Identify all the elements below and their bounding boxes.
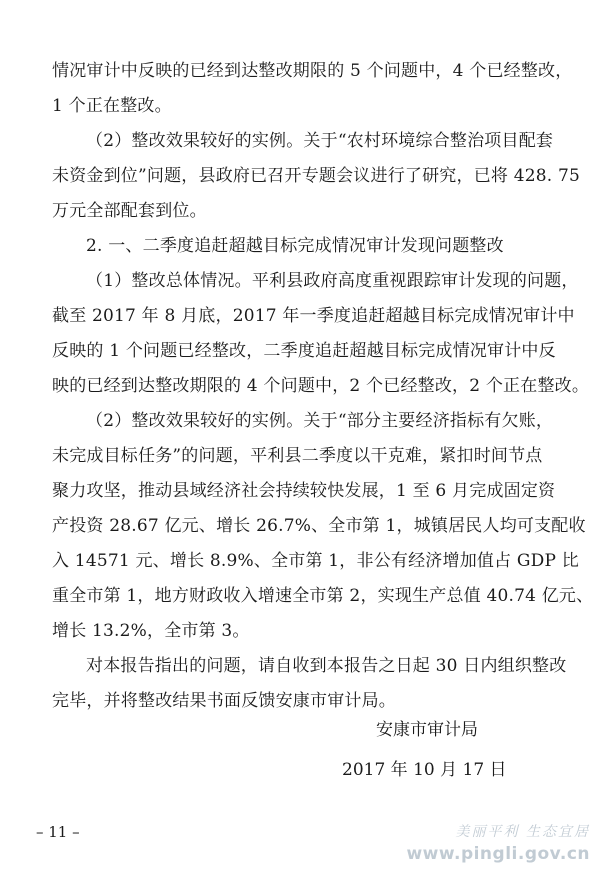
- paragraph-closing-instruction: [52, 649, 572, 719]
- text-line: 完毕，并将整改结果书面反馈安康市审计局。: [52, 691, 396, 711]
- text-line: 入 14571 元、增长 8.9%、全市第 1，非公有经济增加值占 GDP 比: [52, 551, 579, 571]
- watermark-slogan: 美丽平利 生态宜居: [455, 824, 590, 840]
- text-line: 产投资 28.67 亿元、增长 26.7%、全市第 1，城镇居民人均可支配收: [52, 516, 586, 536]
- text-line: 未资金到位”问题，县政府已召开专题会议进行了研究，已将 428. 75: [52, 166, 580, 186]
- text-line: 2. 一、二季度追赶超越目标完成情况审计发现问题整改: [86, 236, 504, 256]
- section-heading-quarterly-targets: [52, 229, 572, 264]
- text-line: 截至 2017 年 8 月底，2017 年一季度追赶超越目标完成情况审计中: [52, 306, 575, 326]
- text-line: 1 个正在整改。: [52, 96, 172, 116]
- text-line: 映的已经到达整改期限的 4 个问题中，2 个已经整改，2 个正在整改。: [52, 376, 590, 396]
- text-line: （2）整改效果较好的实例。关于“农村环境综合整治项目配套: [86, 131, 554, 151]
- text-line: 增长 13.2%，全市第 3。: [52, 621, 250, 641]
- paragraph-rectification-example-1: [52, 124, 580, 229]
- text-line: 情况审计中反映的已经到达整改期限的 5 个问题中，4 个已经整改，: [52, 61, 573, 81]
- text-line: 对本报告指出的问题，请自收到本报告之日起 30 日内组织整改: [86, 656, 567, 676]
- watermark-url: www.pingli.gov.cn: [406, 844, 590, 864]
- site-watermark: [358, 822, 590, 872]
- text-line: 重全市第 1，地方财政收入增速全市第 2，实现生产总值 40.74 亿元、: [52, 586, 594, 606]
- text-line: 万元全部配套到位。: [52, 201, 207, 221]
- paragraph-continued-findings: [52, 54, 572, 124]
- text-line: 反映的 1 个问题已经整改，二季度追赶超越目标完成情况审计中反: [52, 341, 556, 361]
- paragraph-rectification-example-2: [52, 404, 594, 649]
- signature-date: 2017 年 10 月 17 日: [342, 760, 507, 780]
- text-line: （2）整改效果较好的实例。关于“部分主要经济指标有欠账，: [86, 411, 554, 431]
- text-line: （1）整改总体情况。平利县政府高度重视跟踪审计发现的问题，: [86, 271, 579, 291]
- text-line: 未完成目标任务”的问题，平利县二季度以干克难，紧扣时间节点: [52, 446, 543, 466]
- signature-organization: 安康市审计局: [376, 720, 478, 740]
- text-line: 聚力攻坚，推动县域经济社会持续较快发展，1 至 6 月完成固定资: [52, 481, 556, 501]
- paragraph-overall-rectification: [52, 264, 590, 404]
- page-number: – 11 –: [36, 823, 80, 841]
